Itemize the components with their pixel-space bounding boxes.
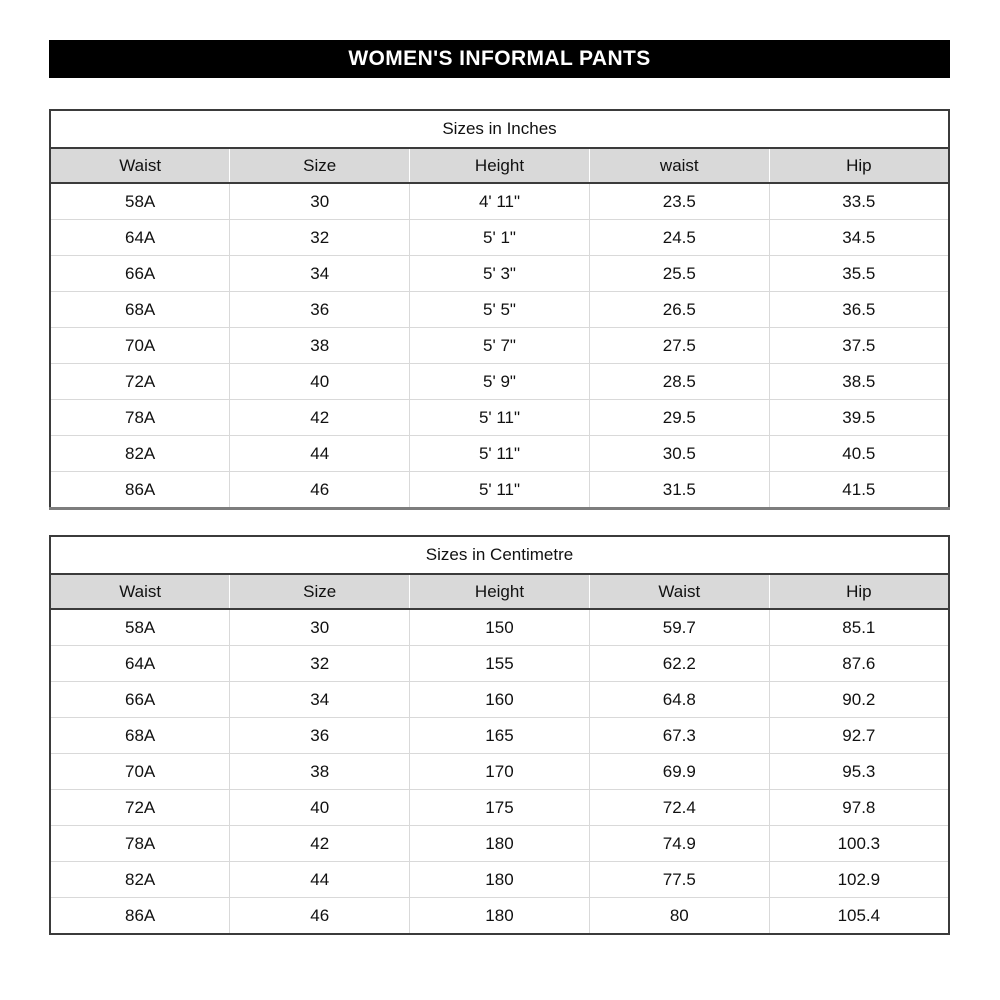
table-cell: 70A xyxy=(50,754,230,790)
table-cell: 39.5 xyxy=(769,400,949,436)
table-cell: 37.5 xyxy=(769,328,949,364)
table-row xyxy=(50,790,949,826)
table-cell: 150 xyxy=(410,609,590,646)
table-cell: 36.5 xyxy=(769,292,949,328)
table-cell: 44 xyxy=(230,862,410,898)
table-cell: 33.5 xyxy=(769,183,949,220)
table-cell: 44 xyxy=(230,436,410,472)
table-cell: 36 xyxy=(230,718,410,754)
inches-size-table xyxy=(49,109,950,510)
column-header: Hip xyxy=(769,574,949,609)
table-row xyxy=(50,646,949,682)
column-header: Size xyxy=(230,574,410,609)
table-cell: 5' 11" xyxy=(410,436,590,472)
table-cell: 41.5 xyxy=(769,472,949,509)
table-cell: 160 xyxy=(410,682,590,718)
table-row xyxy=(50,682,949,718)
table-cell: 97.8 xyxy=(769,790,949,826)
table-cell: 69.9 xyxy=(589,754,769,790)
table-cell: 58A xyxy=(50,609,230,646)
table-cell: 87.6 xyxy=(769,646,949,682)
table-row xyxy=(50,183,949,220)
table-cell: 30 xyxy=(230,183,410,220)
table-cell: 82A xyxy=(50,862,230,898)
table-cell: 42 xyxy=(230,400,410,436)
table-cell: 66A xyxy=(50,682,230,718)
table-cell: 66A xyxy=(50,256,230,292)
table-row xyxy=(50,754,949,790)
table-cell: 34.5 xyxy=(769,220,949,256)
table-cell: 23.5 xyxy=(589,183,769,220)
table-cell: 5' 7" xyxy=(410,328,590,364)
table-cell: 46 xyxy=(230,472,410,509)
table-cell: 100.3 xyxy=(769,826,949,862)
table-cell: 180 xyxy=(410,862,590,898)
table-cell: 102.9 xyxy=(769,862,949,898)
table-cell: 4' 11" xyxy=(410,183,590,220)
table-row xyxy=(50,609,949,646)
table-cell: 59.7 xyxy=(589,609,769,646)
table-cell: 40.5 xyxy=(769,436,949,472)
table-row xyxy=(50,400,949,436)
table-title: Sizes in Centimetre xyxy=(50,536,949,574)
table-cell: 42 xyxy=(230,826,410,862)
table-cell: 64.8 xyxy=(589,682,769,718)
table-cell: 82A xyxy=(50,436,230,472)
table-cell: 26.5 xyxy=(589,292,769,328)
column-header: Height xyxy=(410,148,590,183)
table-cell: 5' 11" xyxy=(410,400,590,436)
centimetre-size-table xyxy=(49,535,950,935)
table-cell: 38.5 xyxy=(769,364,949,400)
table-cell: 85.1 xyxy=(769,609,949,646)
table-row xyxy=(50,862,949,898)
column-header: Waist xyxy=(589,574,769,609)
table-cell: 29.5 xyxy=(589,400,769,436)
table-cell: 105.4 xyxy=(769,898,949,935)
table-cell: 92.7 xyxy=(769,718,949,754)
table-cell: 32 xyxy=(230,646,410,682)
table-row xyxy=(50,292,949,328)
table-cell: 5' 1" xyxy=(410,220,590,256)
table-cell: 34 xyxy=(230,256,410,292)
table-cell: 64A xyxy=(50,220,230,256)
table-cell: 40 xyxy=(230,790,410,826)
table-cell: 72.4 xyxy=(589,790,769,826)
table-title-row xyxy=(50,110,949,148)
table-cell: 46 xyxy=(230,898,410,935)
column-header-row xyxy=(50,148,949,183)
column-header: waist xyxy=(589,148,769,183)
table-cell: 30.5 xyxy=(589,436,769,472)
table-cell: 165 xyxy=(410,718,590,754)
table-cell: 80 xyxy=(589,898,769,935)
table-cell: 62.2 xyxy=(589,646,769,682)
table-row xyxy=(50,364,949,400)
table-row xyxy=(50,472,949,509)
table-row xyxy=(50,718,949,754)
table-cell: 30 xyxy=(230,609,410,646)
table-title: Sizes in Inches xyxy=(50,110,949,148)
table-cell: 77.5 xyxy=(589,862,769,898)
table-cell: 27.5 xyxy=(589,328,769,364)
table-cell: 74.9 xyxy=(589,826,769,862)
table-cell: 72A xyxy=(50,790,230,826)
table-row xyxy=(50,826,949,862)
table-cell: 32 xyxy=(230,220,410,256)
table-cell: 86A xyxy=(50,898,230,935)
table-cell: 70A xyxy=(50,328,230,364)
table-cell: 64A xyxy=(50,646,230,682)
table-row xyxy=(50,328,949,364)
table-cell: 38 xyxy=(230,328,410,364)
table-cell: 28.5 xyxy=(589,364,769,400)
table-cell: 36 xyxy=(230,292,410,328)
title-banner: WOMEN'S INFORMAL PANTS xyxy=(49,40,950,78)
table-cell: 35.5 xyxy=(769,256,949,292)
table-cell: 175 xyxy=(410,790,590,826)
table-cell: 31.5 xyxy=(589,472,769,509)
table-row xyxy=(50,220,949,256)
table-cell: 155 xyxy=(410,646,590,682)
table-cell: 58A xyxy=(50,183,230,220)
table-row xyxy=(50,256,949,292)
column-header-row xyxy=(50,574,949,609)
table-cell: 68A xyxy=(50,292,230,328)
table-cell: 38 xyxy=(230,754,410,790)
table-cell: 72A xyxy=(50,364,230,400)
table-cell: 5' 11" xyxy=(410,472,590,509)
table-cell: 24.5 xyxy=(589,220,769,256)
table-title-row xyxy=(50,536,949,574)
column-header: Hip xyxy=(769,148,949,183)
table-cell: 34 xyxy=(230,682,410,718)
column-header: Waist xyxy=(50,148,230,183)
table-cell: 25.5 xyxy=(589,256,769,292)
column-header: Waist xyxy=(50,574,230,609)
table-cell: 5' 3" xyxy=(410,256,590,292)
table-cell: 78A xyxy=(50,400,230,436)
table-cell: 68A xyxy=(50,718,230,754)
table-cell: 90.2 xyxy=(769,682,949,718)
table-cell: 78A xyxy=(50,826,230,862)
table-cell: 5' 9" xyxy=(410,364,590,400)
column-header: Height xyxy=(410,574,590,609)
table-cell: 180 xyxy=(410,898,590,935)
table-cell: 180 xyxy=(410,826,590,862)
table-cell: 95.3 xyxy=(769,754,949,790)
table-row xyxy=(50,436,949,472)
table-row xyxy=(50,898,949,935)
column-header: Size xyxy=(230,148,410,183)
table-cell: 170 xyxy=(410,754,590,790)
table-cell: 67.3 xyxy=(589,718,769,754)
table-cell: 5' 5" xyxy=(410,292,590,328)
table-cell: 40 xyxy=(230,364,410,400)
table-cell: 86A xyxy=(50,472,230,509)
